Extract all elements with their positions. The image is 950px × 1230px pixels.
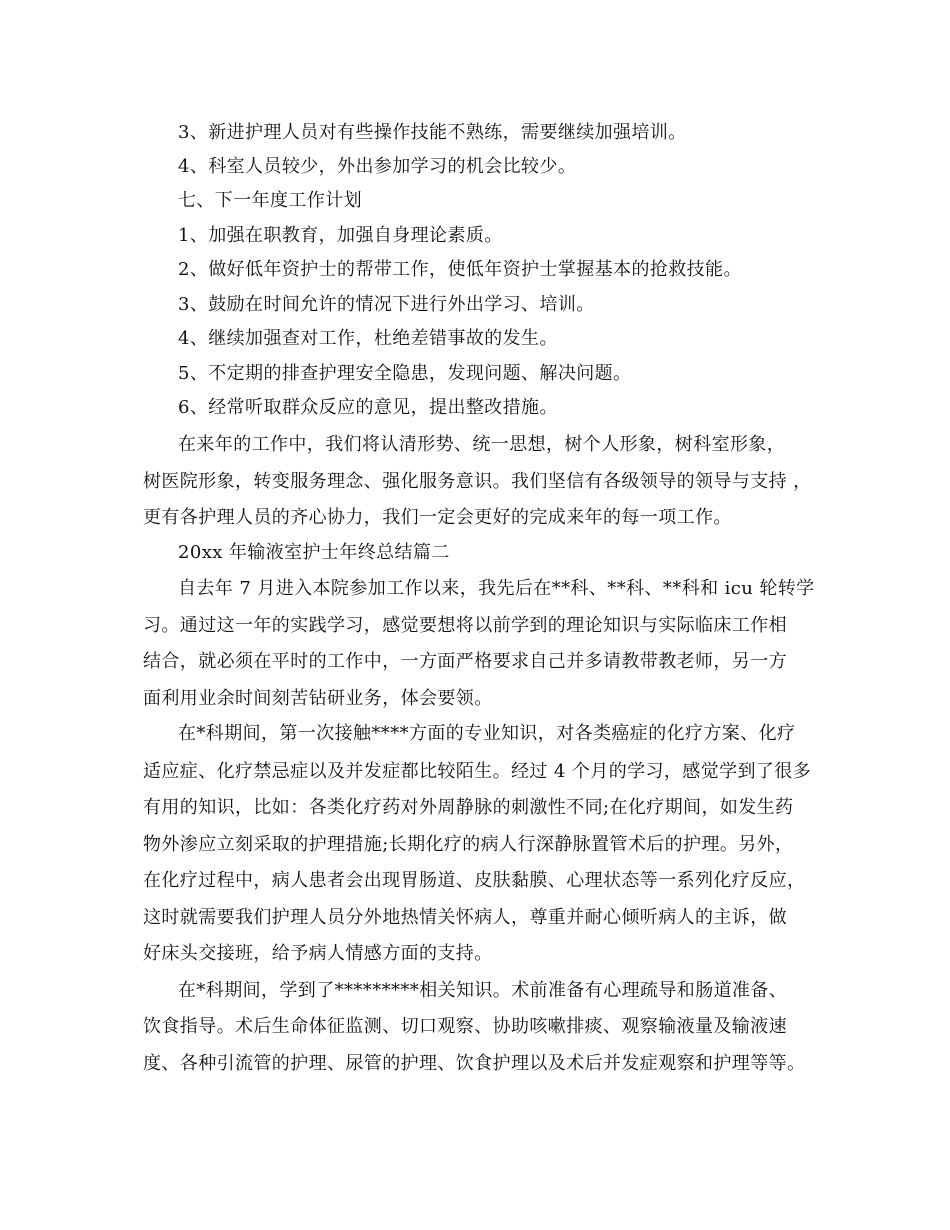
text-line: 有用的知识，比如：各类化疗药对外周静脉的刺激性不同;在化疗期间，如发生药	[143, 797, 794, 818]
section-heading: 20xx 年输液室护士年终总结篇二	[178, 542, 450, 563]
text-line: 习。通过这一年的实践学习，感觉要想将以前学到的理论知识与实际临床工作相	[143, 615, 787, 636]
text-line: 这时就需要我们护理人员分外地热情关怀病人，尊重并耐心倾听病人的主诉，做	[143, 907, 787, 928]
text-line: 4、科室人员较少，外出参加学习的机会比较少。	[178, 156, 577, 177]
text-line: 4、继续加强查对工作，杜绝差错事故的发生。	[178, 328, 558, 349]
text-line: 面利用业余时间刻苦钻研业务，体会要领。	[143, 688, 493, 709]
text-line: 树医院形象，转变服务理念、强化服务意识。我们坚信有各级领导的领导与支持 ，	[143, 471, 812, 492]
text-line: 更有各护理人员的齐心协力，我们一定会更好的完成来年的每一项工作。	[143, 507, 732, 528]
text-line: 3、新进护理人员对有些操作技能不熟练，需要继续加强培训。	[178, 122, 687, 143]
section-heading: 七、下一年度工作计划	[178, 190, 362, 211]
text-line: 好床头交接班，给予病人情感方面的支持。	[143, 943, 493, 964]
text-line: 3、鼓励在时间允许的情况下进行外出学习、培训。	[178, 294, 595, 315]
text-line: 度、各种引流管的护理、尿管的护理、饮食护理以及术后并发症观察和护理等等。	[143, 1053, 806, 1074]
text-line: 物外渗应立刻采取的护理措施;长期化疗的病人行深静脉置管术后的护理。另外，	[143, 834, 794, 855]
text-line: 结合，就必须在平时的工作中，一方面严格要求自己并多请教带教老师，另一方	[143, 651, 787, 672]
text-line: 在*科期间，第一次接触****方面的专业知识，对各类癌症的化疗方案、化疗	[178, 723, 796, 744]
text-line: 饮食指导。术后生命体征监测、切口观察、协助咳嗽排痰、观察输液量及输液速	[143, 1016, 787, 1037]
text-line: 5、不定期的排查护理安全隐患，发现问题、解决问题。	[178, 363, 632, 384]
text-line: 6、经常听取群众反应的意见，提出整改措施。	[178, 397, 558, 418]
text-line: 在化疗过程中，病人患者会出现胃肠道、皮肤黏膜、心理状态等一系列化疗反应，	[143, 870, 806, 891]
text-line: 1、加强在职教育，加强自身理论素质。	[178, 225, 503, 246]
text-line: 在来年的工作中，我们将认清形势、统一思想，树个人形象，树科室形象，	[178, 434, 786, 455]
text-line: 2、做好低年资护士的帮带工作，使低年资护士掌握基本的抢救技能。	[178, 259, 742, 280]
text-line: 在*科期间，学到了*********相关知识。术前准备有心理疏导和肠道准备、	[178, 980, 788, 1001]
text-line: 自去年 7 月进入本院参加工作以来，我先后在**科、**科、**科和 icu 轮转学	[178, 578, 815, 599]
text-line: 适应症、化疗禁忌症以及并发症都比较陌生。经过 4 个月的学习，感觉学到了很多	[143, 761, 812, 782]
